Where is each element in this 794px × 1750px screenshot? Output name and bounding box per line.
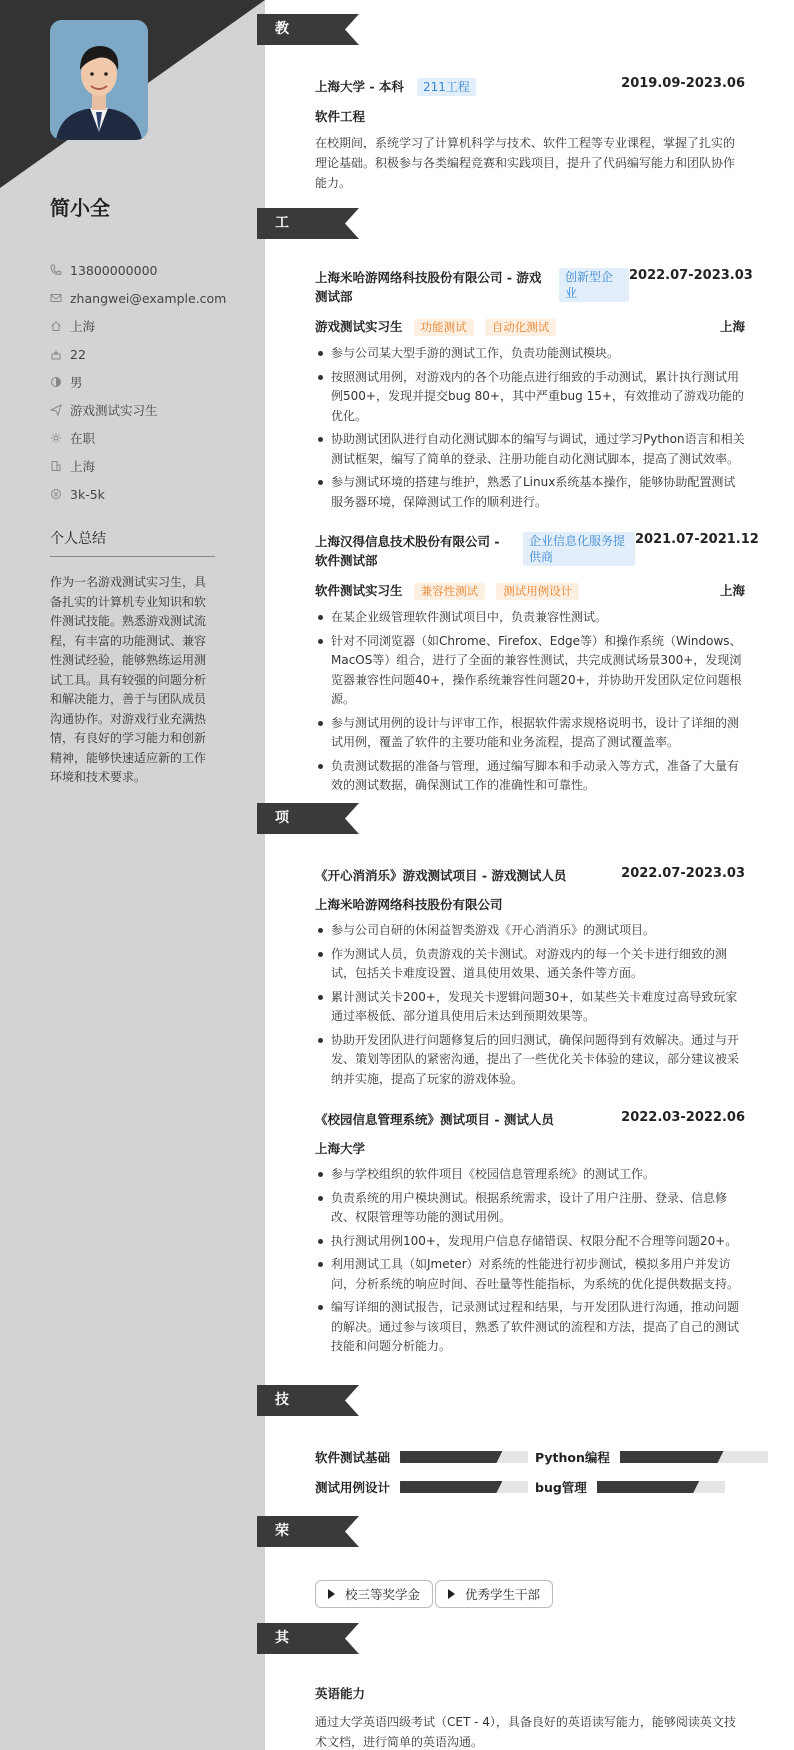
list-item: 协助测试团队进行自动化测试脚本的编写与调试，通过学习Python语言和相关测试框架，编写了简单的登录、注册功能自动化测试脚本，提高了测试效率。 xyxy=(315,430,745,469)
list-item: 负责测试数据的准备与管理，通过编写脚本和手动录入等方式，准备了大量有效的测试数据，确保测试工作的准确性和可靠性。 xyxy=(315,757,745,796)
award-badge xyxy=(315,1580,433,1608)
project-bullets xyxy=(315,1165,745,1357)
skill-bar-fill xyxy=(620,1451,724,1463)
skill-name: 软件测试基础 xyxy=(315,1450,391,1465)
work-bullets xyxy=(315,344,745,512)
work-skill-tag: 测试用例设计 xyxy=(496,583,579,600)
list-item: 按照测试用例，对游戏内的各个功能点进行细致的手动测试，累计执行测试用例500+，发现并提交bug 80+，其中严重bug 15+，有效推动了游戏功能的优化。 xyxy=(315,368,745,427)
list-item: 参与学校组织的软件项目《校园信息管理系统》的测试工作。 xyxy=(315,1165,745,1185)
work-date: 2022.07-2023.03 xyxy=(629,268,753,283)
project-title: 《校园信息管理系统》测试项目 - 测试人员 xyxy=(315,1112,554,1127)
sidebar xyxy=(0,0,265,1750)
skill-item xyxy=(315,1448,528,1466)
list-item: 参与公司某大型手游的测试工作，负责功能测试模块。 xyxy=(315,344,745,364)
skill-name: 测试用例设计 xyxy=(315,1480,391,1495)
work-company-tag: 创新型企业 xyxy=(559,268,629,302)
home-icon xyxy=(50,320,62,332)
work-city: 上海 xyxy=(719,583,745,598)
list-item: 编写详细的测试报告，记录测试过程和结果，与开发团队进行沟通，推动问题的解决。通过参与该项目，熟悉了软件测试的流程和方法，提高了自己的测试技能和问题分析能力。 xyxy=(315,1298,745,1357)
list-item: 执行测试用例100+，发现用户信息存储错误、权限分配不合理等问题20+。 xyxy=(315,1232,745,1252)
candidate-name: 简小全 xyxy=(50,196,110,220)
work-date: 2021.07-2021.12 xyxy=(635,532,759,547)
work-bullets xyxy=(315,608,745,796)
section-title-awards: 荣誉奖 xyxy=(275,1523,289,1601)
status-text: 在职 xyxy=(70,431,96,446)
project-org: 上海大学 xyxy=(315,1141,366,1156)
money-icon xyxy=(50,488,62,500)
section-title-education: 教育经历 xyxy=(275,21,289,130)
skill-bar xyxy=(400,1451,528,1463)
target-job-text: 游戏测试实习生 xyxy=(70,403,158,418)
city-text: 上海 xyxy=(70,319,96,334)
phone-item xyxy=(50,256,226,284)
age-item xyxy=(50,340,226,368)
work-role: 游戏测试实习生 xyxy=(315,319,403,334)
status-item xyxy=(50,424,226,452)
skill-bar xyxy=(400,1481,528,1493)
list-item: 作为测试人员，负责游戏的关卡测试。对游戏内的每一个关卡进行细致的测试，包括关卡难度设置、道具使用效果、通关条件等方面。 xyxy=(315,945,745,984)
work-skill-tag: 兼容性测试 xyxy=(414,583,486,600)
work-entry-1 xyxy=(315,268,753,516)
skill-item xyxy=(535,1448,768,1466)
skill-bar xyxy=(597,1481,725,1493)
gear-icon xyxy=(50,432,62,444)
phone-icon xyxy=(50,264,62,276)
skill-bar xyxy=(620,1451,768,1463)
gender-item xyxy=(50,368,226,396)
project-title: 《开心消消乐》游戏测试项目 - 游戏测试人员 xyxy=(315,868,567,883)
section-title-work: 工作经历 xyxy=(275,215,289,324)
skill-name: bug管理 xyxy=(535,1480,587,1495)
skill-bar-fill xyxy=(597,1481,699,1493)
summary-title: 个人总结 xyxy=(50,531,106,547)
project-bullets xyxy=(315,921,745,1089)
award-badge xyxy=(435,1580,553,1608)
avatar xyxy=(50,20,148,140)
education-tag: 211工程 xyxy=(417,78,476,96)
education-date: 2019.09-2023.06 xyxy=(621,76,745,91)
salary-item xyxy=(50,480,226,508)
list-item: 累计测试关卡200+，发现关卡逻辑问题30+，如某些关卡难度过高导致玩家通过率极低、部分道具使用后未达到预期效果等。 xyxy=(315,988,745,1027)
list-item: 利用测试工具（如Jmeter）对系统的性能进行初步测试，模拟多用户并发访问，分析系统的响应时间、吞吐量等性能指标，为系统的优化提供数据支持。 xyxy=(315,1255,745,1294)
skill-item xyxy=(315,1478,528,1496)
skill-item xyxy=(535,1478,725,1496)
section-title-other: 其他信息 xyxy=(275,1630,289,1739)
play-icon xyxy=(328,1589,335,1599)
list-item: 参与公司自研的休闲益智类游戏《开心消消乐》的测试项目。 xyxy=(315,921,745,941)
target-job-item xyxy=(50,396,226,424)
other-entry xyxy=(315,1684,745,1750)
skill-bar-fill xyxy=(400,1481,502,1493)
gender-icon xyxy=(50,376,62,388)
building-icon xyxy=(50,460,62,472)
city-item xyxy=(50,312,226,340)
gender-text: 男 xyxy=(70,375,83,390)
project-date: 2022.07-2023.03 xyxy=(621,866,745,881)
email-item xyxy=(50,284,226,312)
award-label: 优秀学生干部 xyxy=(465,1587,541,1602)
section-title-skills: 技能专长 xyxy=(275,1392,289,1501)
send-icon xyxy=(50,404,62,416)
work-role: 软件测试实习生 xyxy=(315,583,403,598)
education-entry xyxy=(315,76,745,193)
work-company-tag: 企业信息化服务提供商 xyxy=(523,532,635,566)
contact-info-list xyxy=(50,256,226,508)
skill-name: Python编程 xyxy=(535,1450,610,1465)
list-item: 参与测试用例的设计与评审工作，根据软件需求规格说明书，设计了详细的测试用例，覆盖了软件的主要功能和业务流程，提高了测试覆盖率。 xyxy=(315,714,745,753)
section-title-project: 项目经历 xyxy=(275,810,289,919)
work-company: 上海汉得信息技术股份有限公司 - 软件测试部 xyxy=(315,534,500,568)
salary-text: 3k-5k xyxy=(70,486,105,502)
list-item: 负责系统的用户模块测试。根据系统需求，设计了用户注册、登录、信息修改、权限管理等功能的测试用例。 xyxy=(315,1189,745,1228)
age-text: 22 xyxy=(70,346,86,362)
summary-text: 作为一名游戏测试实习生，具备扎实的计算机专业知识和软件测试技能。熟悉游戏测试流程，有丰富的功能测试、兼容性测试经验，能够熟练运用测试工具。具有较强的问题分析和解决能力，善于与团队成员沟通协作。对游戏行业充满热情，有良好的学习能力和创新精神，能够快速适应新的工作环境和技术要求。 xyxy=(50,575,207,784)
phone-text: 13800000000 xyxy=(70,262,158,278)
skill-bar-fill xyxy=(400,1451,502,1463)
work-company: 上海米哈游网络科技股份有限公司 - 游戏测试部 xyxy=(315,270,542,304)
list-item: 协助开发团队进行问题修复后的回归测试，确保问题得到有效解决。通过与开发、策划等团队的紧密沟通，提出了一些优化关卡体验的建议，部分建议被采纳并实施，提高了玩家的游戏体验。 xyxy=(315,1031,745,1090)
education-school: 上海大学 - 本科 xyxy=(315,79,404,94)
target-city-item xyxy=(50,452,226,480)
work-entry-2 xyxy=(315,532,759,800)
list-item: 参与测试环境的搭建与维护，熟悉了Linux系统基本操作，能够协助配置测试服务器环境，保障测试工作的顺利进行。 xyxy=(315,473,745,512)
mail-icon xyxy=(50,292,62,304)
target-city-text: 上海 xyxy=(70,459,96,474)
project-entry-1 xyxy=(315,866,745,1093)
education-major: 软件工程 xyxy=(315,109,366,124)
project-date: 2022.03-2022.06 xyxy=(621,1110,745,1125)
work-skill-tag: 自动化测试 xyxy=(485,319,557,336)
other-title: 英语能力 xyxy=(315,1686,366,1701)
award-label: 校三等奖学金 xyxy=(345,1587,421,1602)
play-icon xyxy=(448,1589,455,1599)
cake-icon xyxy=(50,348,62,360)
project-org: 上海米哈游网络科技股份有限公司 xyxy=(315,897,503,912)
list-item: 在某企业级管理软件测试项目中，负责兼容性测试。 xyxy=(315,608,745,628)
work-city: 上海 xyxy=(719,319,745,334)
project-entry-2 xyxy=(315,1110,745,1361)
list-item: 针对不同浏览器（如Chrome、Firefox、Edge等）和操作系统（Windows、MacOS等）组合，进行了全面的兼容性测试，共完成测试场景300+，发现浏览器兼容性问题40+，操作系统兼容性问题20+，并协助开发团队定位问题根源。 xyxy=(315,632,745,710)
email-text: zhangwei@example.com xyxy=(70,290,227,306)
other-desc: 通过大学英语四级考试（CET - 4），具备良好的英语读写能力，能够阅读英文技术文档，进行简单的英语沟通。 xyxy=(315,1715,736,1749)
work-skill-tag: 功能测试 xyxy=(414,319,474,336)
education-desc: 在校期间，系统学习了计算机科学与技术、软件工程等专业课程，掌握了扎实的理论基础。积极参与各类编程竞赛和实践项目，提升了代码编写能力和团队协作能力。 xyxy=(315,136,736,190)
summary-divider xyxy=(50,556,215,557)
